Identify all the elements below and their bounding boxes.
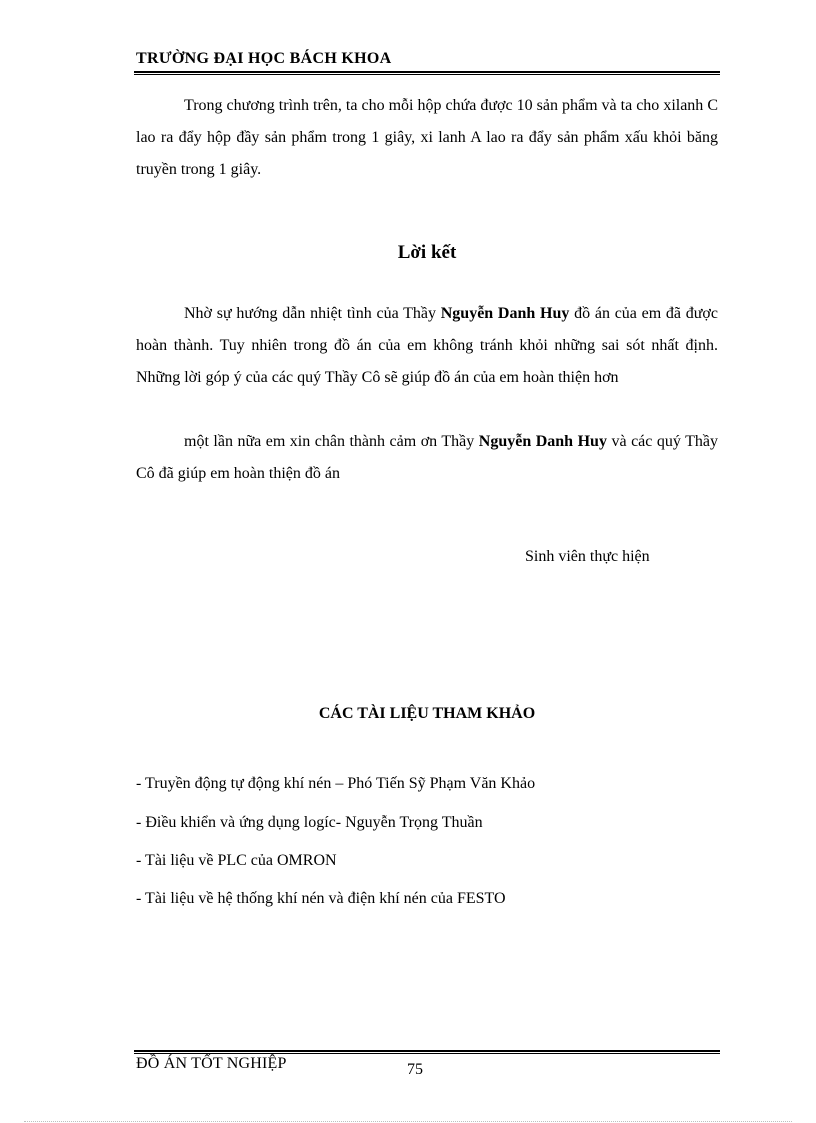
page-edge-dotted-line (24, 1121, 792, 1122)
reference-item-2: - Điều khiển và ứng dụng logíc- Nguyễn Trọng Thuần (136, 814, 483, 831)
advisor-name-2: Nguyễn Danh Huy (478, 433, 607, 450)
conclusion-p1-text-2: đồ án của em đã được hoàn thành. Tuy nhiên trong đồ án của em không tránh khỏi những sai sót nhất định. Những lời góp ý của các quý Thầy Cô sẽ giúp đồ án của em hoàn thiện hơn (136, 305, 718, 386)
conclusion-p2-text-1: một lần nữa em xin chân thành cảm ơn Thầy (184, 433, 479, 450)
conclusion-paragraph-2 (136, 426, 718, 490)
conclusion-heading: Lời kết (397, 242, 457, 263)
intro-text: Trong chương trình trên, ta cho mỗi hộp chứa được 10 sản phẩm và ta cho xilanh C lao ra đẩy hộp đầy sản phẩm trong 1 giây, xi lanh A lao ra đẩy sản phẩm xấu khỏi băng truyền trong 1 giây. (136, 97, 718, 178)
intro-paragraph (136, 90, 718, 186)
footer-label: ĐỒ ÁN TỐT NGHIỆP (136, 1055, 287, 1072)
reference-item-1: - Truyền động tự động khí nén – Phó Tiến Sỹ Phạm Văn Khảo (136, 775, 536, 792)
footer-rule (134, 1050, 720, 1054)
advisor-name: Nguyễn Danh Huy (440, 305, 570, 322)
reference-item-4: - Tài liệu về hệ thống khí nén và điện khí nén của FESTO (136, 890, 506, 907)
signature-label: Sinh viên thực hiện (525, 548, 650, 565)
references-heading: CÁC TÀI LIỆU THAM KHẢO (318, 705, 536, 722)
reference-item-3: - Tài liệu về PLC của OMRON (136, 852, 337, 869)
header-title: TRƯỜNG ĐẠI HỌC BÁCH KHOA (136, 50, 392, 67)
page-number: 75 (407, 1061, 423, 1078)
conclusion-paragraph-1 (136, 298, 718, 394)
header-rule (134, 71, 720, 75)
conclusion-p1-text-1: Nhờ sự hướng dẫn nhiệt tình của Thầy (184, 305, 441, 322)
conclusion-p2-text-2: và các quý Thầy Cô đã giúp em hoàn thiện đồ án (136, 433, 718, 482)
